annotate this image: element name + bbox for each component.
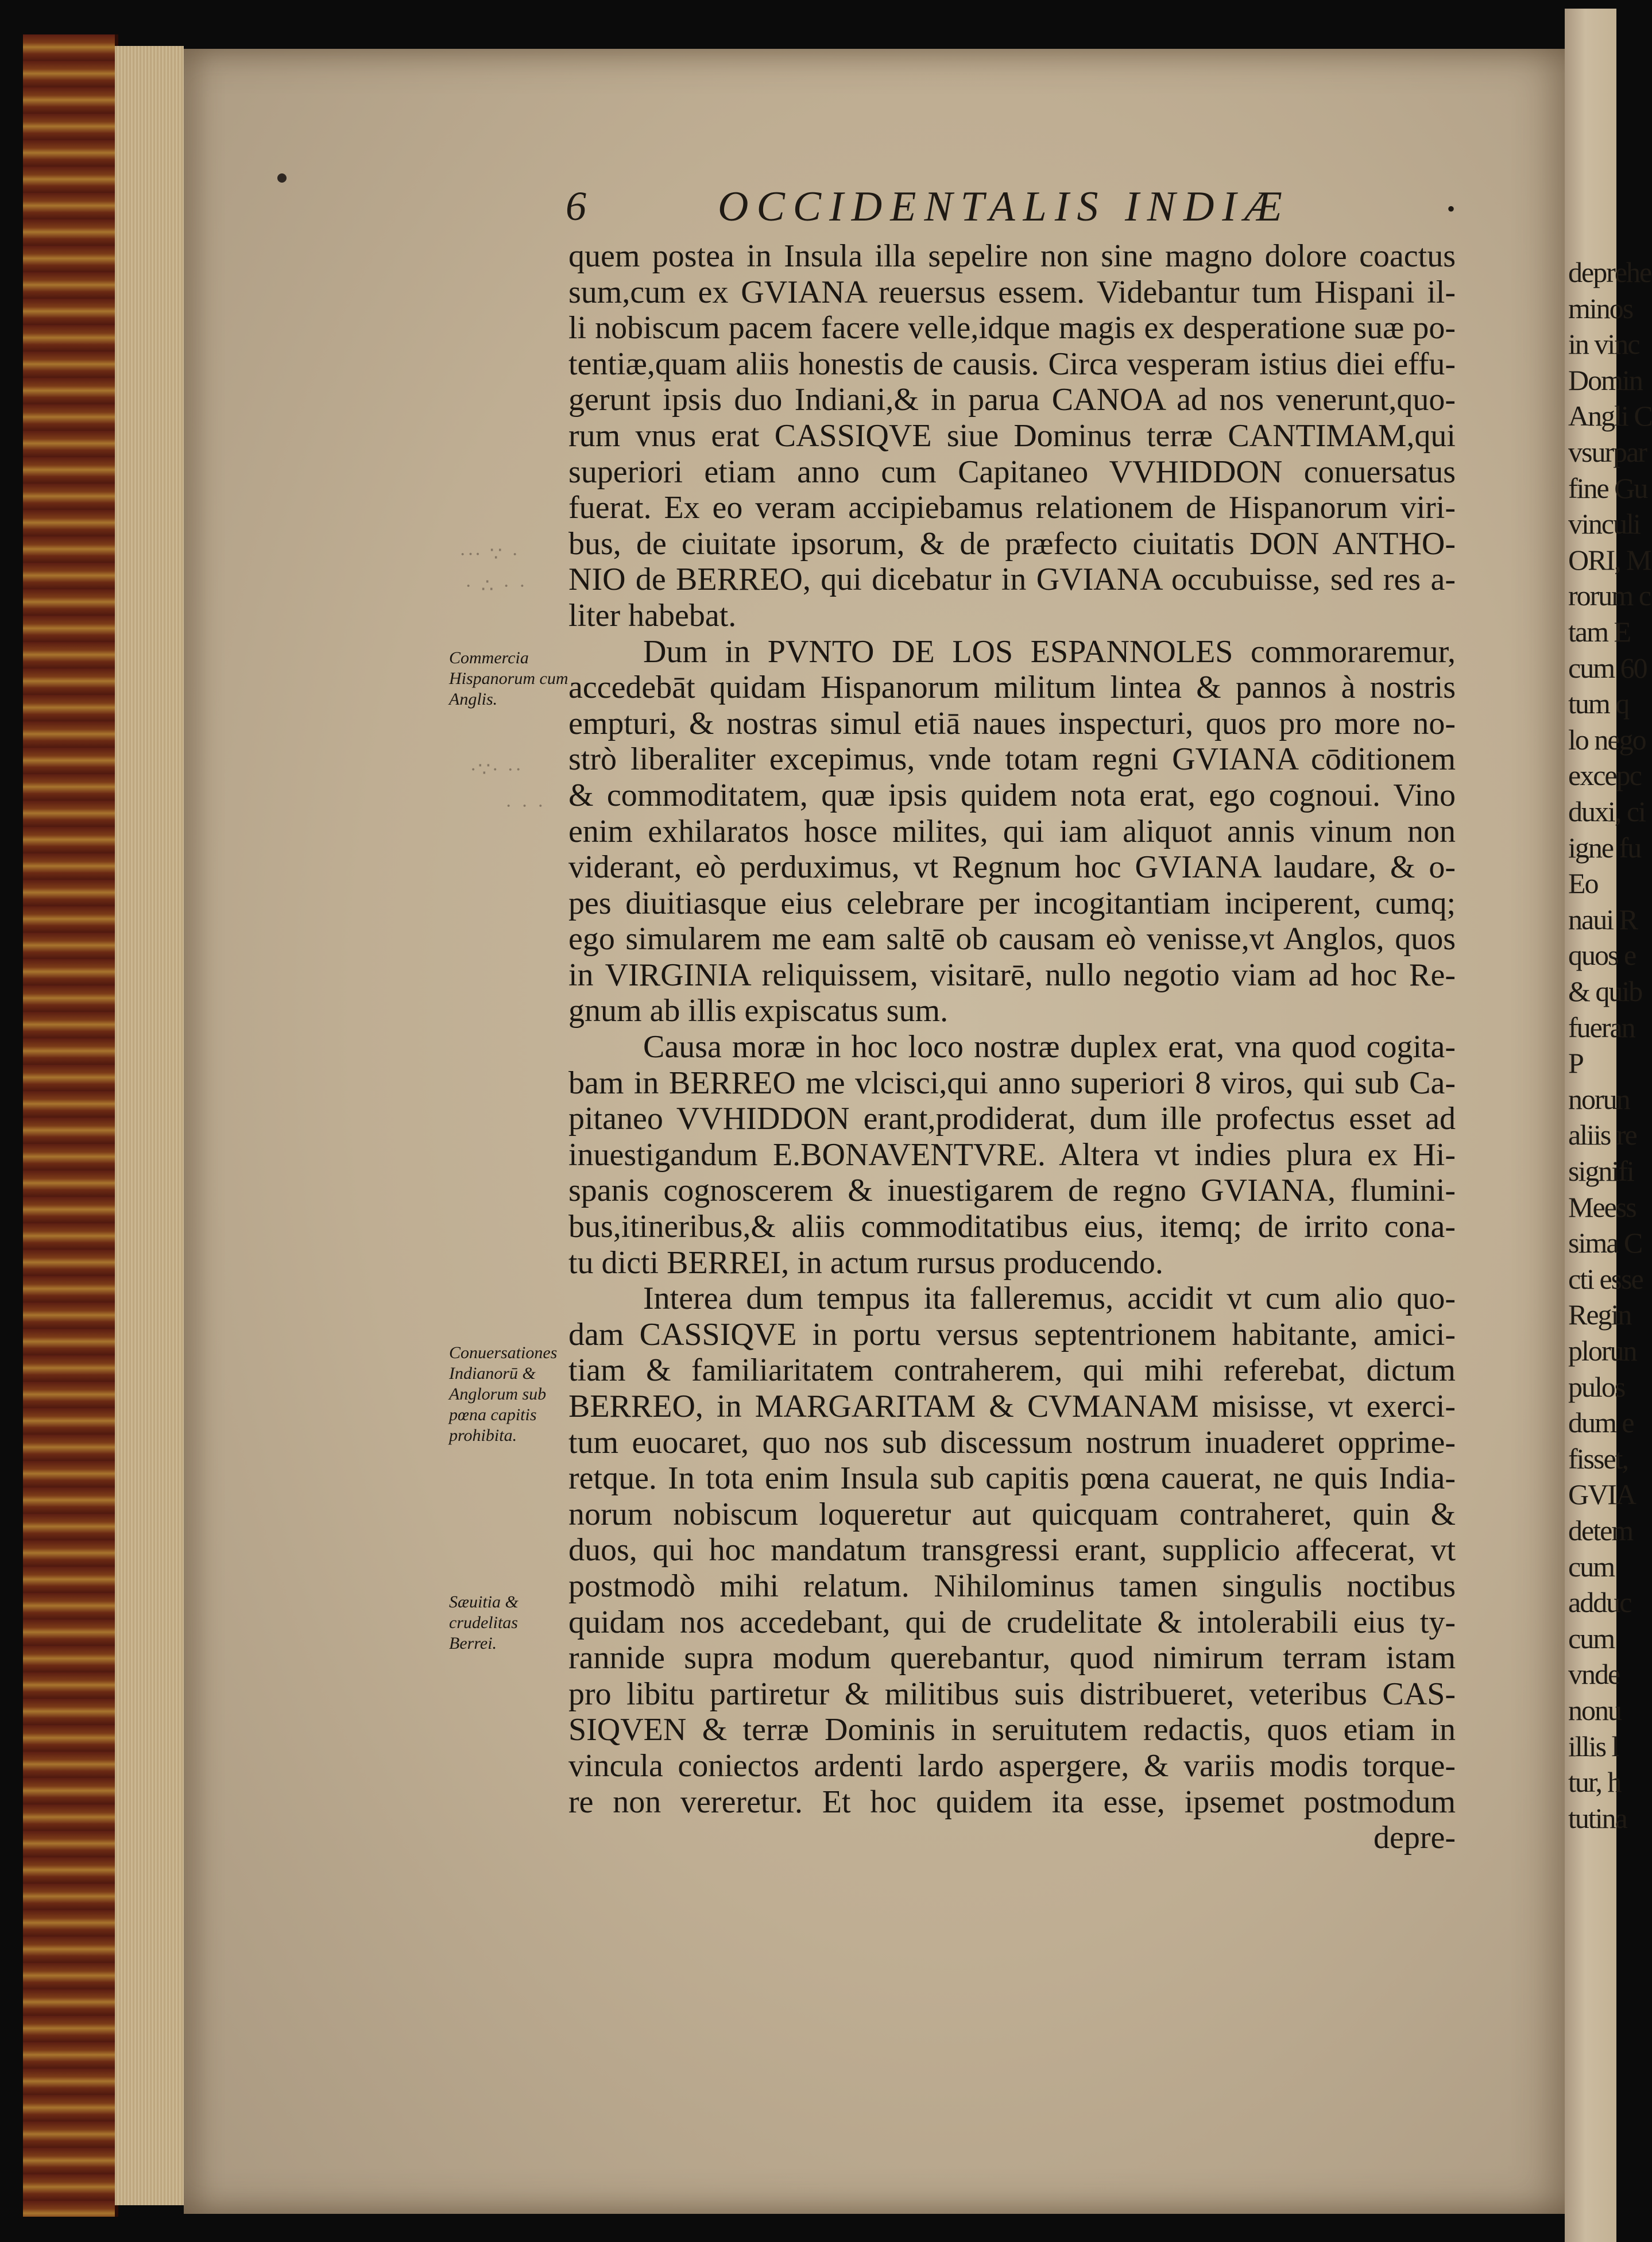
facing-page-line: vinculi: [1568, 508, 1640, 540]
facing-page-line: detem: [1568, 1514, 1633, 1547]
text-line: tu dicti BERREI, in actum rursus producendo.: [568, 1244, 1163, 1281]
text-line: superiori etiam anno cum Capitaneo VVHIDDON conuersatus: [568, 454, 1456, 490]
facing-page: [1565, 9, 1652, 2242]
text-line: & commoditatem, quæ ipsis quidem nota erat, ego cognoui. Vino: [568, 777, 1456, 813]
running-head: [566, 183, 1473, 234]
text-line: bus,itineribus,& aliis commoditatibus eius, itemq; de irrito cona-: [568, 1209, 1456, 1245]
facing-page-line: GVIA: [1568, 1478, 1635, 1511]
text-line: sum,cum ex GVIANA reuersus essem. Videbantur tum Hispani il-: [568, 274, 1456, 310]
text-line: in VIRGINIA reliquissem, visitarē, nullo negotio viam ad hoc Re-: [568, 957, 1456, 993]
text-line: enim exhilaratos hosce milites, qui iam aliquot annis vinum non: [568, 813, 1456, 849]
text-line: vincula coniectos ardenti lardo aspergere, & variis modis torque-: [568, 1748, 1456, 1784]
text-line: re non vereretur. Et hoc quidem ita esse, ipsemet postmodum: [568, 1784, 1456, 1820]
page-edges: [115, 46, 184, 2205]
facing-page-line: signifi: [1568, 1155, 1634, 1187]
text-line: empturi, & nostras simul etiā naues inspecturi, quos pro more no-: [568, 705, 1456, 741]
book-binding: [23, 34, 118, 2217]
text-line: quem postea in Insula illa sepelire non sine magno dolore coactus: [568, 238, 1456, 274]
facing-page-line: adduc: [1568, 1586, 1631, 1619]
facing-page-line: tur, h: [1568, 1766, 1621, 1799]
facing-page-line: sima C: [1568, 1227, 1642, 1259]
text-line: BERREO, in MARGARITAM & CVMANAM misisse, vt exerci-: [568, 1389, 1456, 1424]
text-line: rum vnus erat CASSIQVE siue Dominus terræ CANTIMAM,qui: [568, 418, 1456, 454]
text-line: tum euocaret, quo nos sub discessum nostrum inuaderet opprime-: [568, 1424, 1456, 1460]
facing-page-line: tum q: [1568, 687, 1629, 720]
facing-page-line: cum 60: [1568, 651, 1647, 684]
facing-page-line: illis l: [1568, 1730, 1619, 1762]
text-line: Dum in PVNTO DE LOS ESPANNOLES commoraremur,: [643, 633, 1456, 670]
body-text: [568, 238, 1456, 1856]
text-line: li nobiscum pacem facere velle,idque magis ex desperatione suæ po-: [568, 310, 1456, 346]
facing-page-line: Angli C: [1568, 400, 1652, 432]
facing-page-line: Regin: [1568, 1298, 1631, 1331]
text-line: bus, de ciuitate ipsorum, & de præfecto ciuitatis DON ANTHO-: [568, 525, 1456, 562]
catchword: depre-: [1373, 1820, 1456, 1856]
text-line: viderant, eò perduximus, vt Regnum hoc GVIANA laudare, & o-: [568, 849, 1456, 886]
margin-note-conversations: Conuersationes Indianorū & Anglorum sub pœna capitis prohibita.: [449, 1343, 558, 1445]
facing-page-line: deprehe: [1568, 256, 1651, 288]
margin-note-cruelty: Sæuitia & crudelitas Berrei.: [449, 1592, 519, 1653]
facing-page-line: cti esse: [1568, 1262, 1643, 1295]
facing-page-line: ORI, M: [1568, 543, 1651, 576]
running-title: OCCIDENTALIS INDIÆ: [718, 183, 1290, 230]
facing-page-line: fueran: [1568, 1011, 1635, 1043]
text-line: strò liberaliter excepimus, vnde totam regni GVIANA cōditionem: [568, 741, 1456, 778]
ink-smudge: · · ·: [505, 795, 546, 817]
text-line: pro libitu partiretur & militibus suis distribueret, veteribus CAS-: [568, 1676, 1456, 1712]
facing-page-line: tam E: [1568, 616, 1631, 648]
text-line: spanis cognoscerem & inuestigarem de regno GVIANA, flumini-: [568, 1173, 1456, 1209]
facing-page-line: Eo: [1568, 867, 1598, 900]
text-line: fuerat. Ex eo veram accipiebamus relationem de Hispanorum viri-: [568, 490, 1456, 526]
facing-page-line: quos e: [1568, 939, 1636, 972]
page-number: 6: [566, 183, 586, 229]
facing-page-line: vsurpar: [1568, 436, 1646, 468]
ink-smudge: ·∙∙ ∵ ·: [459, 544, 521, 565]
facing-page-line: cum: [1568, 1550, 1615, 1583]
facing-page-line: Meess: [1568, 1190, 1636, 1223]
facing-page-line: nonu: [1568, 1694, 1621, 1726]
facing-page-line: & quib: [1568, 975, 1642, 1007]
text-line: Interea dum tempus ita falleremus, accidit vt cum alio quo-: [643, 1281, 1456, 1317]
ornament-mark: •: [1447, 196, 1456, 222]
text-line: Causa moræ in hoc loco nostræ duplex erat, vna quod cogita-: [643, 1029, 1456, 1065]
facing-page-line: Domin: [1568, 364, 1642, 396]
facing-page-line: in vinc: [1568, 328, 1639, 361]
text-line: gnum ab illis expiscatus sum.: [568, 993, 949, 1029]
text-line: tentiæ,quam aliis honestis de causis. Circa vesperam istius diei effu-: [568, 346, 1456, 382]
ink-smudge: · ∴ · ·: [465, 575, 528, 597]
facing-page-line: cum: [1568, 1622, 1615, 1655]
text-line: quidam nos accedebant, qui de crudelitate & intolerabili eius ty-: [568, 1604, 1456, 1640]
ink-smudge: ∙∵∙ ·∙: [471, 759, 523, 780]
text-line: tiam & familiaritatem contraherem, qui mihi referebat, dictum: [568, 1352, 1456, 1389]
text-line: gerunt ipsis duo Indiani,& in parua CANOA ad nos venerunt,quo-: [568, 382, 1456, 418]
facing-page-line: duxi, ci: [1568, 795, 1645, 828]
facing-page-line: tutina: [1568, 1802, 1627, 1834]
text-line: pitaneo VVHIDDON erant,prodiderat, dum ille profectus esset ad: [568, 1101, 1456, 1137]
facing-page-line: igne fu: [1568, 831, 1641, 864]
margin-note-commerce: Commercia Hispanorum cum Anglis.: [449, 648, 568, 709]
text-line: dam CASSIQVE in portu versus septentrionem habitante, amici-: [568, 1316, 1456, 1352]
text-line: accedebāt quidam Hispanorum militum lintea & pannos à nostris: [568, 670, 1456, 706]
text-line: ego simularem me eam saltē ob causam eò venisse,vt Anglos, quos: [568, 921, 1456, 957]
text-line: bam in BERREO me vlcisci,qui anno superiori 8 viros, qui sub Ca-: [568, 1065, 1456, 1101]
facing-page-line: fisset,: [1568, 1442, 1628, 1475]
text-line: norum nobiscum loqueretur aut quicquam contraheret, quin &: [568, 1496, 1456, 1532]
facing-page-line: rorum c: [1568, 579, 1650, 612]
text-line: inuestigandum E.BONAVENTVRE. Altera vt indies plura ex Hi-: [568, 1137, 1456, 1173]
facing-page-line: aliis re: [1568, 1119, 1636, 1151]
facing-page-line: P: [1568, 1047, 1583, 1080]
facing-page-line: dum e: [1568, 1406, 1634, 1439]
text-line: pes diuitiasque eius celebrare per incogitantiam inciperent, cumq;: [568, 885, 1456, 921]
text-line: rannide supra modum querebantur, quod nimirum terram istam: [568, 1640, 1456, 1676]
text-line: NIO de BERREO, qui dicebatur in GVIANA occubuisse, sed res a-: [568, 562, 1456, 598]
text-line: liter habebat.: [568, 597, 737, 633]
facing-page-line: plorun: [1568, 1335, 1636, 1367]
text-line: duos, qui hoc mandatum transgressi erant, supplicio affecerat, vt: [568, 1532, 1456, 1568]
facing-page-line: pulos: [1568, 1370, 1625, 1403]
text-line: postmodò mihi relatum. Nihilominus tamen singulis noctibus: [568, 1568, 1456, 1604]
facing-page-line: vnde: [1568, 1658, 1620, 1691]
facing-page-line: excepc: [1568, 759, 1641, 792]
facing-page-line: lo nego: [1568, 723, 1646, 756]
facing-page-line: naui R: [1568, 903, 1637, 936]
facing-page-line: minos: [1568, 292, 1633, 324]
text-line: retque. In tota enim Insula sub capitis pœna cauerat, ne quis India-: [568, 1460, 1456, 1497]
text-line: SIQVEN & terræ Dominis in seruitutem redactis, quos etiam in: [568, 1712, 1456, 1748]
page-pinhole-mark: [277, 173, 287, 183]
facing-page-line: fine Gu: [1568, 471, 1647, 504]
facing-page-line: norun: [1568, 1083, 1630, 1115]
